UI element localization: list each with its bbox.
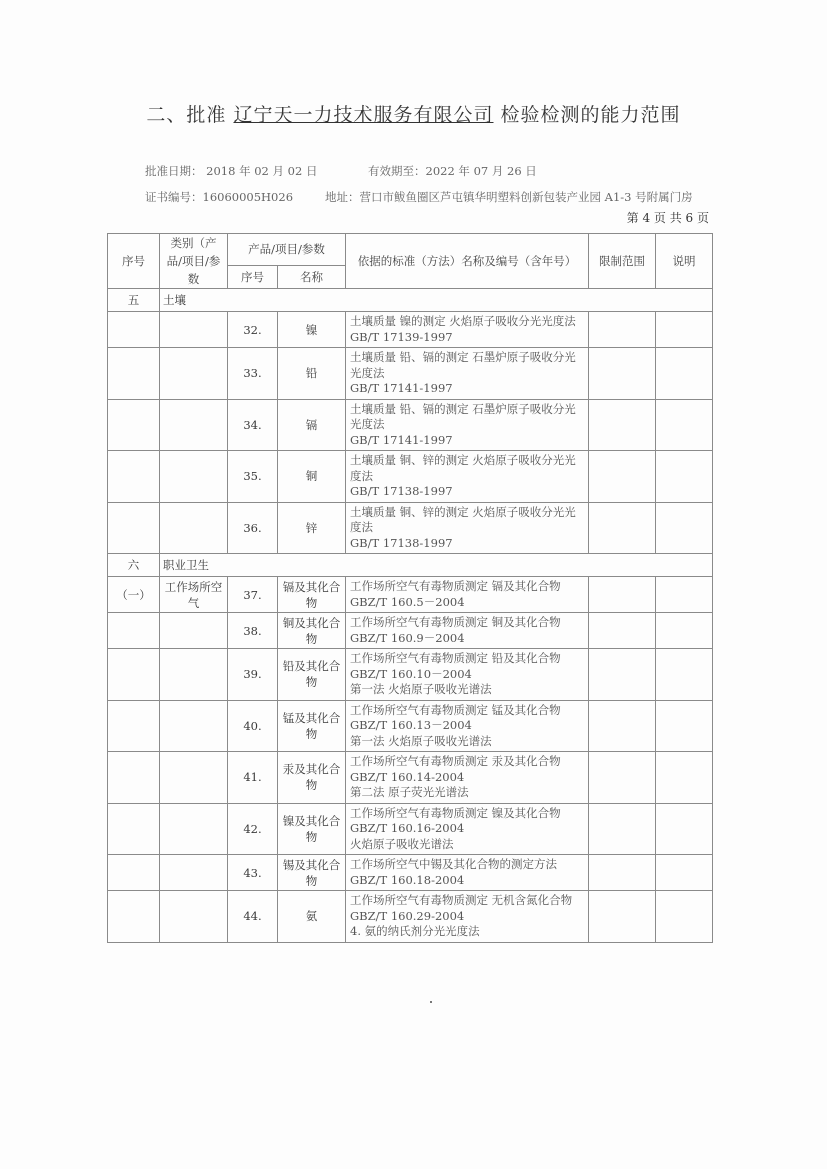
row-standard: [346, 502, 589, 554]
row-seq-cell: [108, 348, 160, 400]
row-category-cell: [160, 803, 228, 855]
standard-line: GBZ/T 160.18-2004: [350, 872, 465, 887]
row-seq-cell: [108, 502, 160, 554]
certificate-number: 证书编号：16060005H026: [145, 190, 294, 204]
table-row: [108, 451, 713, 503]
row-note-cell: [656, 312, 713, 348]
row-category-cell: [160, 399, 228, 451]
row-standard: [346, 451, 589, 503]
title-prefix: 二、批准: [146, 104, 227, 126]
standard-line: 工作场所空气有毒物质测定 无机含氮化合物: [350, 893, 573, 907]
row-category-cell: [160, 649, 228, 701]
valid-until: 有效期至：2022 年 07 月 26 日: [368, 164, 537, 178]
section-row: [108, 289, 713, 312]
standard-line: 第一法 火焰原子吸收光谱法: [350, 682, 492, 696]
row-note-cell: [656, 649, 713, 701]
standard-line: 4. 氨的纳氏剂分光光度法: [350, 924, 480, 938]
standard-line: 土壤质量 镍的测定 火焰原子吸收分光光度法: [350, 314, 576, 328]
row-item-number: 43.: [228, 855, 278, 891]
row-limit-cell: [589, 502, 656, 554]
standard-line: GB/T 17138-1997: [350, 484, 453, 498]
row-item-number: 35.: [228, 451, 278, 503]
row-category-cell: [160, 451, 228, 503]
standard-line: GBZ/T 160.9－2004: [350, 630, 465, 645]
row-item-number: 44.: [228, 891, 278, 943]
standard-line: GB/T 17139-1997: [350, 329, 453, 344]
table-row: [108, 613, 713, 649]
row-category-cell: [160, 752, 228, 804]
scan-speck: [430, 1001, 432, 1003]
standard-line: GB/T 17141-1997: [350, 381, 453, 395]
row-item-name: 锡及其化合物: [278, 855, 346, 891]
row-limit-cell: [589, 855, 656, 891]
standard-line: 土壤质量 铅、镉的测定 石墨炉原子吸收分光光度法: [350, 350, 576, 380]
standard-line: GBZ/T 160.10－2004: [350, 666, 472, 681]
standard-line: 工作场所空气中锡及其化合物的测定方法: [350, 857, 557, 871]
table-row: [108, 502, 713, 554]
row-item-name: 镍及其化合物: [278, 803, 346, 855]
standard-line: 第二法 原子荧光光谱法: [350, 785, 469, 799]
row-item-name: 镉及其化合物: [278, 577, 346, 613]
row-standard: [346, 855, 589, 891]
section-row: [108, 554, 713, 577]
standard-line: 第一法 火焰原子吸收光谱法: [350, 733, 492, 748]
row-limit-cell: [589, 348, 656, 400]
standard-line: GBZ/T 160.16-2004: [350, 821, 465, 835]
row-item-number: 32.: [228, 312, 278, 348]
table-row: [108, 312, 713, 348]
standard-line: 工作场所空气有毒物质测定 铅及其化合物: [350, 651, 561, 665]
row-category-cell: 工作场所空气: [160, 577, 228, 613]
standard-line: GBZ/T 160.5－2004: [350, 594, 465, 609]
standard-line: GB/T 17138-1997: [350, 535, 453, 550]
row-standard: [346, 649, 589, 701]
standard-line: 土壤质量 铅、镉的测定 石墨炉原子吸收分光光度法: [350, 401, 576, 431]
row-note-cell: [656, 891, 713, 943]
approval-date: 批准日期： 2018 年 02 月 02 日: [145, 164, 318, 178]
row-standard: [346, 577, 589, 613]
document-title: [0, 100, 827, 127]
standard-line: 工作场所空气有毒物质测定 铜及其化合物: [350, 615, 561, 629]
row-seq-cell: [108, 855, 160, 891]
row-standard: [346, 891, 589, 943]
row-note-cell: [656, 803, 713, 855]
row-note-cell: [656, 752, 713, 804]
row-note-cell: [656, 502, 713, 554]
row-note-cell: [656, 855, 713, 891]
row-category-cell: [160, 312, 228, 348]
row-limit-cell: [589, 451, 656, 503]
standard-line: GBZ/T 160.14-2004: [350, 769, 465, 784]
table-row: [108, 855, 713, 891]
row-item-name: 铜及其化合物: [278, 613, 346, 649]
row-item-number: 41.: [228, 752, 278, 804]
row-note-cell: [656, 451, 713, 503]
organization-name: 辽宁天一力技术服务有限公司: [233, 104, 494, 126]
row-seq-cell: [108, 451, 160, 503]
row-note-cell: [656, 700, 713, 752]
row-standard: [346, 348, 589, 400]
section-title: 职业卫生: [160, 554, 713, 577]
standard-line: 土壤质量 铜、锌的测定 火焰原子吸收分光光度法: [350, 504, 576, 534]
row-category-cell: [160, 348, 228, 400]
row-seq-cell: [108, 891, 160, 943]
capability-table: [107, 233, 713, 943]
table-row: [108, 577, 713, 613]
row-standard: [346, 803, 589, 855]
row-category-cell: [160, 502, 228, 554]
row-limit-cell: [589, 399, 656, 451]
row-note-cell: [656, 577, 713, 613]
section-title: 土壤: [160, 289, 713, 312]
row-limit-cell: [589, 700, 656, 752]
row-item-number: 40.: [228, 700, 278, 752]
row-limit-cell: [589, 649, 656, 701]
section-seq: 五: [108, 289, 160, 312]
row-seq-cell: [108, 613, 160, 649]
row-standard: [346, 312, 589, 348]
row-item-number: 39.: [228, 649, 278, 701]
row-standard: [346, 752, 589, 804]
header-note: 说明: [656, 234, 713, 289]
standard-line: 工作场所空气有毒物质测定 镉及其化合物: [350, 579, 561, 593]
row-seq-cell: （一）: [108, 577, 160, 613]
row-limit-cell: [589, 891, 656, 943]
table-row: [108, 399, 713, 451]
standard-line: 工作场所空气有毒物质测定 镍及其化合物: [350, 805, 561, 820]
row-item-name: 锰及其化合物: [278, 700, 346, 752]
standard-line: GB/T 17141-1997: [350, 432, 453, 447]
table-row: [108, 700, 713, 752]
row-limit-cell: [589, 752, 656, 804]
header-product-group: 产品/项目/参数: [228, 234, 346, 266]
row-item-name: 镍: [278, 312, 346, 348]
header-name: 名称: [278, 265, 346, 288]
row-item-number: 38.: [228, 613, 278, 649]
row-seq-cell: [108, 399, 160, 451]
row-seq-cell: [108, 700, 160, 752]
header-sub-seq: 序号: [228, 265, 278, 288]
row-item-name: 铅: [278, 348, 346, 400]
header-seq: 序号: [108, 234, 160, 289]
row-item-name: 氨: [278, 891, 346, 943]
row-item-name: 锌: [278, 502, 346, 554]
row-category-cell: [160, 891, 228, 943]
row-seq-cell: [108, 803, 160, 855]
standard-line: GBZ/T 160.13－2004: [350, 718, 472, 732]
row-category-cell: [160, 613, 228, 649]
page-number: 第 4 页 共 6 页: [626, 211, 709, 225]
table-row: [108, 752, 713, 804]
row-item-number: 33.: [228, 348, 278, 400]
header-standard: 依据的标准（方法）名称及编号（含年号）: [346, 234, 589, 289]
table-row: [108, 891, 713, 943]
table-row: [108, 649, 713, 701]
row-note-cell: [656, 399, 713, 451]
row-limit-cell: [589, 577, 656, 613]
standard-line: 土壤质量 铜、锌的测定 火焰原子吸收分光光度法: [350, 453, 576, 483]
standard-line: GBZ/T 160.29-2004: [350, 908, 465, 923]
row-standard: [346, 700, 589, 752]
address: 地址：营口市鲅鱼圈区芦屯镇华明塑料创新包装产业园 A1-3 号附属门房: [325, 190, 693, 204]
row-category-cell: [160, 855, 228, 891]
row-limit-cell: [589, 312, 656, 348]
table-row: [108, 803, 713, 855]
row-item-number: 42.: [228, 803, 278, 855]
row-note-cell: [656, 613, 713, 649]
row-seq-cell: [108, 752, 160, 804]
row-limit-cell: [589, 613, 656, 649]
header-limit: 限制范围: [589, 234, 656, 289]
table-row: [108, 348, 713, 400]
row-item-name: 铅及其化合物: [278, 649, 346, 701]
row-seq-cell: [108, 649, 160, 701]
standard-line: 工作场所空气有毒物质测定 汞及其化合物: [350, 754, 561, 768]
row-item-name: 铜: [278, 451, 346, 503]
row-note-cell: [656, 348, 713, 400]
row-category-cell: [160, 700, 228, 752]
title-suffix: 检验检测的能力范围: [500, 104, 681, 126]
row-item-number: 34.: [228, 399, 278, 451]
row-limit-cell: [589, 803, 656, 855]
section-seq: 六: [108, 554, 160, 577]
header-category: 类别（产品/项目/参数: [160, 234, 228, 289]
row-standard: [346, 613, 589, 649]
row-item-number: 37.: [228, 577, 278, 613]
row-seq-cell: [108, 312, 160, 348]
row-item-number: 36.: [228, 502, 278, 554]
standard-line: 火焰原子吸收光谱法: [350, 836, 454, 851]
row-standard: [346, 399, 589, 451]
row-item-name: 汞及其化合物: [278, 752, 346, 804]
row-item-name: 镉: [278, 399, 346, 451]
standard-line: 工作场所空气有毒物质测定 锰及其化合物: [350, 702, 561, 717]
